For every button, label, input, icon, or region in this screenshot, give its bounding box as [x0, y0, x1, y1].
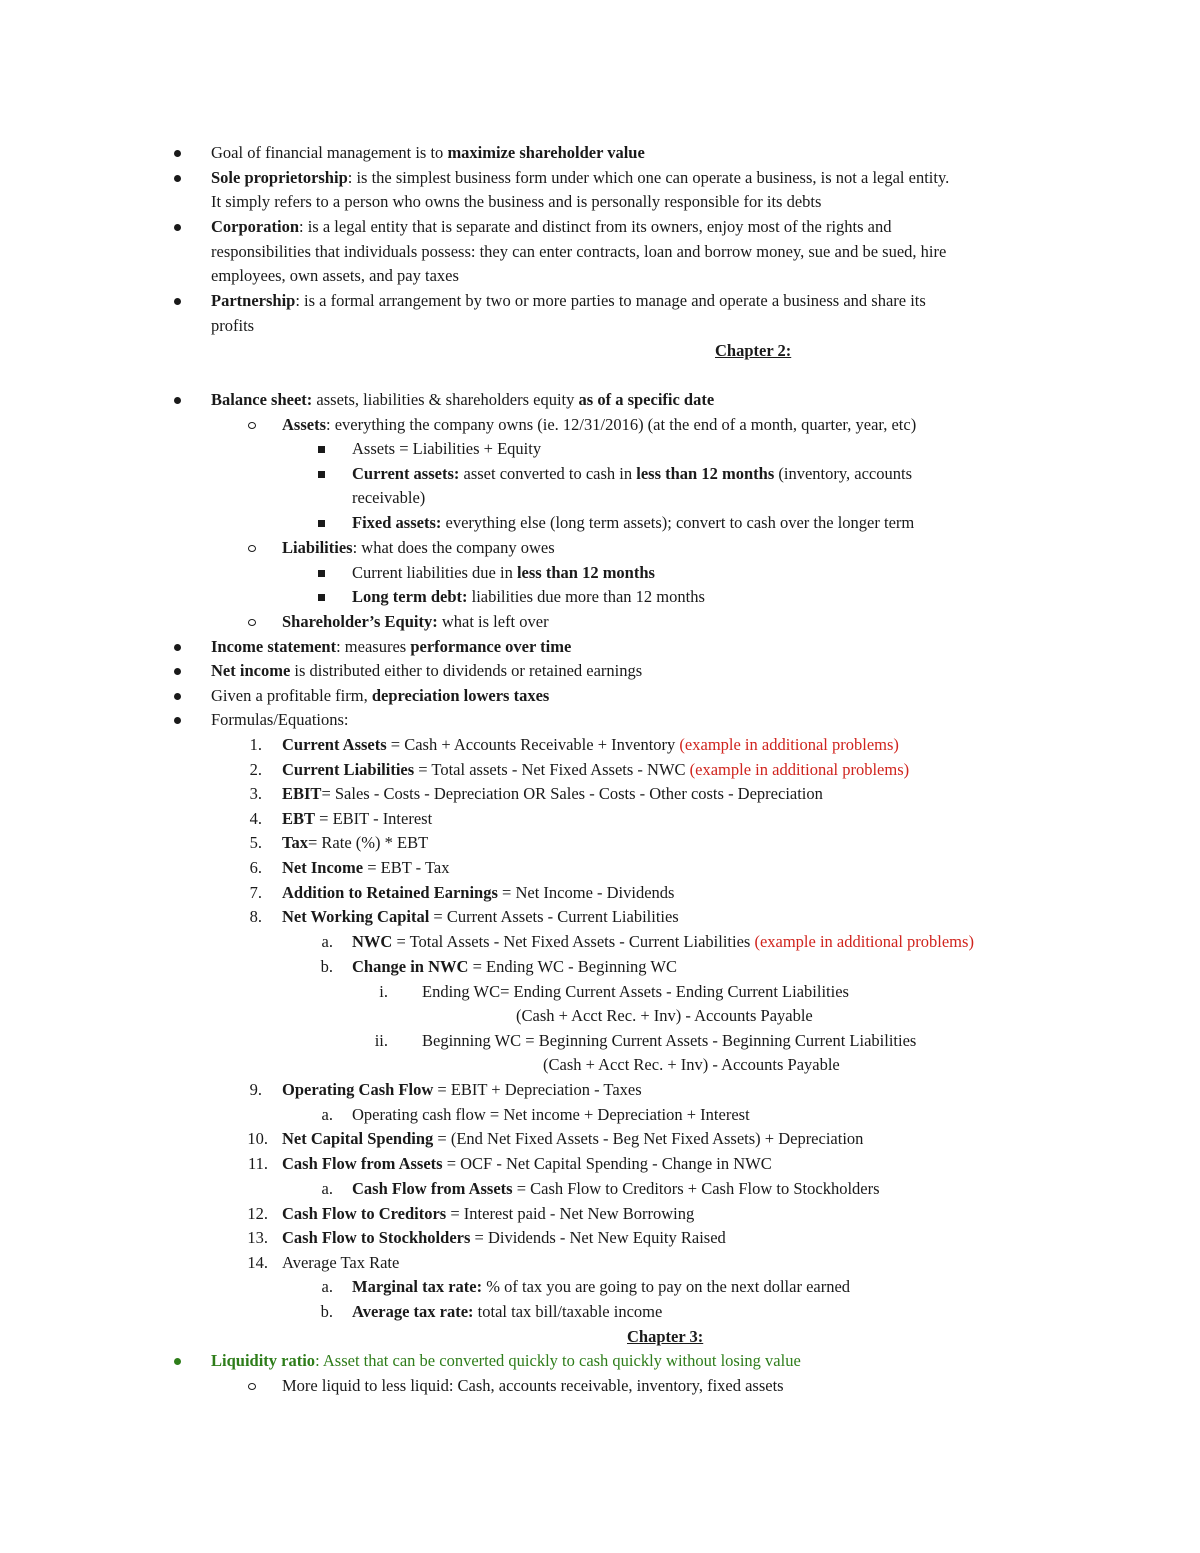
formula-net-income: Net Income = EBT - Tax [282, 858, 450, 877]
list-number: 9. [249, 1080, 262, 1099]
formula-cash-flow-to-creditors: Cash Flow to Creditors = Interest paid - Net New Borrowing [282, 1204, 695, 1223]
balance-sheet-line: Balance sheet: assets, liabilities & shareholders equity as of a specific date [211, 390, 715, 409]
square-bullet-icon [318, 511, 325, 535]
formula-tax: Tax= Rate (%) * EBT [282, 833, 429, 852]
list-number: 13. [247, 1228, 268, 1247]
list-roman: i. [379, 982, 388, 1001]
bullet-icon [174, 1349, 181, 1373]
hollow-bullet-icon [248, 610, 256, 634]
hollow-bullet-icon [248, 413, 256, 437]
formula-retained-earnings: Addition to Retained Earnings = Net Income - Dividends [282, 883, 675, 902]
current-assets-line-2: receivable) [352, 488, 426, 507]
bullet-icon [174, 141, 181, 165]
long-term-debt-line: Long term debt: liabilities due more than 12 months [352, 587, 705, 606]
marginal-tax-rate-line: Marginal tax rate: % of tax you are going to pay on the next dollar earned [352, 1277, 851, 1296]
formula-net-working-capital: Net Working Capital = Current Assets - Current Liabilities [282, 907, 679, 926]
bullet-icon [174, 215, 181, 239]
list-number: 8. [249, 907, 262, 926]
formula-cash-flow-to-stockholders: Cash Flow to Stockholders = Dividends - Net New Equity Raised [282, 1228, 726, 1247]
current-liabilities-line: Current liabilities due in less than 12 months [352, 563, 655, 582]
shareholders-equity-line: Shareholder’s Equity: what is left over [282, 612, 549, 631]
list-number: 11. [247, 1154, 268, 1173]
sole-proprietorship-line: Sole proprietorship: is the simplest business form under which one can operate a business, is not a legal entity. [211, 168, 950, 187]
formula-current-assets: Current Assets = Cash + Accounts Receivable + Inventory (example in additional problems) [282, 735, 899, 754]
list-number: 1. [249, 735, 262, 754]
formula-ebit: EBIT= Sales - Costs - Depreciation OR Sales - Costs - Other costs - Depreciation [282, 784, 823, 803]
list-number: 14. [247, 1253, 268, 1272]
current-assets-line: Current assets: asset converted to cash in less than 12 months (inventory, accounts [352, 464, 913, 483]
chapter-2-heading: Chapter 2: [715, 341, 792, 360]
assets-equation-line: Assets = Liabilities + Equity [352, 439, 542, 458]
bullet-icon [174, 708, 181, 732]
list-number: 4. [249, 809, 262, 828]
liquidity-ratio-line: Liquidity ratio: Asset that can be converted quickly to cash quickly without losing value [211, 1351, 801, 1370]
list-number: 7. [249, 883, 262, 902]
formula-ocf-alt: Operating cash flow = Net income + Depreciation + Interest [352, 1105, 750, 1124]
hollow-bullet-icon [248, 1374, 256, 1398]
hollow-bullet-icon [248, 536, 256, 560]
list-number: 3. [249, 784, 262, 803]
formula-ending-wc: Ending WC= Ending Current Assets - Ending Current Liabilities [422, 982, 849, 1001]
corporation-line-2: responsibilities that individuals possess: they can enter contracts, loan and borrow money, sue and be sued, hire [211, 242, 947, 261]
formula-ending-wc-detail: (Cash + Acct Rec. + Inv) - Accounts Payable [516, 1006, 813, 1025]
bullet-icon [174, 166, 181, 190]
partnership-line: Partnership: is a formal arrangement by two or more parties to manage and operate a business and share its [211, 291, 926, 310]
assets-line: Assets: everything the company owns (ie. 12/31/2016) (at the end of a month, quarter, year, etc) [282, 415, 917, 434]
corporation-line: Corporation: is a legal entity that is separate and distinct from its owners, enjoy most of the rights and [211, 217, 892, 236]
formula-average-tax-rate: Average Tax Rate [282, 1253, 400, 1272]
formula-beginning-wc-detail: (Cash + Acct Rec. + Inv) - Accounts Payable [543, 1055, 840, 1074]
bullet-icon [174, 684, 181, 708]
square-bullet-icon [318, 561, 325, 585]
list-letter: b. [320, 1302, 333, 1321]
square-bullet-icon [318, 462, 325, 486]
average-tax-rate-line: Average tax rate: total tax bill/taxable income [352, 1302, 663, 1321]
list-letter: a. [321, 1179, 333, 1198]
sole-proprietorship-line-2: It simply refers to a person who owns the business and is personally responsible for its debts [211, 192, 822, 211]
list-letter: a. [321, 932, 333, 951]
list-letter: a. [321, 1105, 333, 1124]
formula-cash-flow-from-assets: Cash Flow from Assets = OCF - Net Capital Spending - Change in NWC [282, 1154, 772, 1173]
bullet-icon [174, 289, 181, 313]
formula-ebt: EBT = EBIT - Interest [282, 809, 433, 828]
square-bullet-icon [318, 437, 325, 461]
goal-line: Goal of financial management is to maximize shareholder value [211, 143, 645, 162]
list-roman: ii. [374, 1031, 388, 1050]
formula-beginning-wc: Beginning WC = Beginning Current Assets - Beginning Current Liabilities [422, 1031, 917, 1050]
bullet-icon [174, 388, 181, 412]
formula-operating-cash-flow: Operating Cash Flow = EBIT + Depreciation - Taxes [282, 1080, 642, 1099]
list-letter: a. [321, 1277, 333, 1296]
formula-cfa-alt: Cash Flow from Assets = Cash Flow to Creditors + Cash Flow to Stockholders [352, 1179, 880, 1198]
square-bullet-icon [318, 585, 325, 609]
list-letter: b. [320, 957, 333, 976]
formula-change-in-nwc: Change in NWC = Ending WC - Beginning WC [352, 957, 677, 976]
liquidity-order-line: More liquid to less liquid: Cash, accounts receivable, inventory, fixed assets [282, 1376, 784, 1395]
formulas-label: Formulas/Equations: [211, 710, 349, 729]
net-income-line: Net income is distributed either to dividends or retained earnings [211, 661, 643, 680]
formula-net-capital-spending: Net Capital Spending = (End Net Fixed Assets - Beg Net Fixed Assets) + Depreciation [282, 1129, 864, 1148]
fixed-assets-line: Fixed assets: everything else (long term assets); convert to cash over the longer term [352, 513, 915, 532]
chapter-3-heading: Chapter 3: [627, 1327, 704, 1346]
list-number: 6. [249, 858, 262, 877]
depreciation-line: Given a profitable firm, depreciation lowers taxes [211, 686, 550, 705]
list-number: 2. [249, 760, 262, 779]
list-number: 5. [249, 833, 262, 852]
corporation-line-3: employees, own assets, and pay taxes [211, 266, 459, 285]
liabilities-line: Liabilities: what does the company owes [282, 538, 555, 557]
formula-nwc: NWC = Total Assets - Net Fixed Assets - Current Liabilities (example in additional problems) [352, 932, 974, 951]
formula-current-liabilities: Current Liabilities = Total assets - Net Fixed Assets - NWC (example in additional problems) [282, 760, 910, 779]
bullet-icon [174, 635, 181, 659]
list-number: 12. [247, 1204, 268, 1223]
partnership-line-2: profits [211, 316, 255, 335]
income-statement-line: Income statement: measures performance over time [211, 637, 572, 656]
bullet-icon [174, 659, 181, 683]
list-number: 10. [247, 1129, 268, 1148]
